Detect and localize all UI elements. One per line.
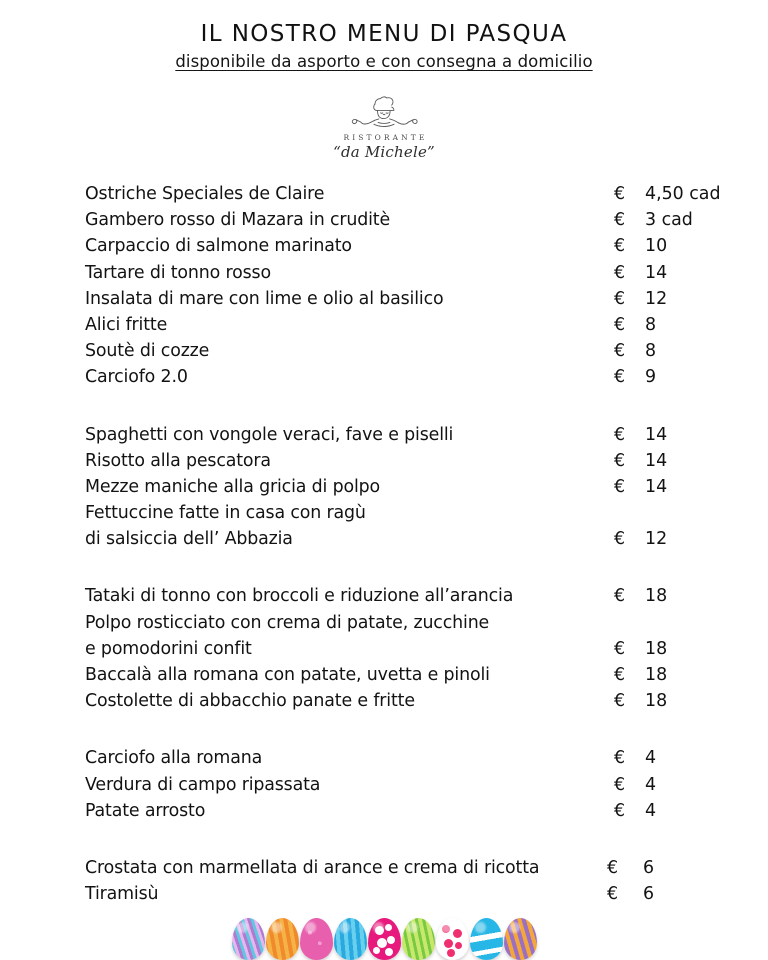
menu-item-price [614,181,721,207]
currency-symbol: € [614,262,626,283]
currency-symbol: € [614,367,626,388]
price-amount: 4 [645,800,657,821]
currency-symbol: € [614,210,626,231]
price-amount: 12 [645,529,668,550]
price-amount: 18 [645,638,668,659]
menu-item-name: Baccalà alla romana con patate, uvetta e pinoli [85,665,490,685]
menu-subtitle: disponibile da asporto e con consegna a domicilio [175,52,593,71]
menu-item-name: Tartare di tonno rosso [85,262,271,283]
menu-item-row [85,338,745,364]
menu-sections [85,181,745,907]
menu-item-name: Polpo rosticciato con crema di patate, zucchine [85,612,490,633]
menu-item-row [85,526,745,552]
menu-item-name: Costolette di abbacchio panate e fritte [85,691,415,712]
menu-section-secondi [85,583,745,714]
menu-item-name: Crostata con marmellata di arance e crema di ricotta [85,857,540,878]
menu-item-price [607,855,673,881]
currency-symbol: € [614,774,626,795]
price-amount: 10 [645,236,668,257]
menu-item-name: Insalata di mare con lime e olio al basilico [85,288,444,309]
menu-item-price [614,338,675,364]
price-amount: 18 [645,691,668,712]
menu-section-antipasti [85,181,745,391]
menu-item-name: Carciofo 2.0 [85,367,188,388]
menu-item-row [85,500,745,526]
currency-symbol: € [614,748,626,769]
menu-item-price [614,745,675,771]
menu-item-row [85,855,745,881]
currency-symbol: € [614,288,626,309]
currency-symbol: € [614,665,626,685]
menu-item-price [614,688,675,714]
menu-item-name: e pomodorini confit [85,638,252,659]
menu-item-name: Carciofo alla romana [85,748,263,769]
menu-item-row [85,422,745,448]
menu-item-row [85,636,745,662]
menu-item-name: Carpaccio di salmone marinato [85,236,352,257]
menu-item-row [85,772,745,798]
price-amount: 8 [645,314,657,335]
menu-item-price [614,448,675,474]
menu-item-price [614,364,675,390]
menu-item-price [614,312,675,338]
menu-section-primi [85,422,745,553]
menu-item-price [614,474,675,500]
pink-textured-egg [300,918,333,960]
price-amount: 6 [643,884,655,905]
price-amount: 14 [645,450,668,471]
purple-teal-striped-egg [232,918,265,960]
menu-item-name: Patate arrosto [85,800,206,821]
menu-item-row [85,364,745,390]
menu-item-name: Ostriche Speciales de Claire [85,184,325,204]
restaurant-logo [0,94,768,161]
price-amount: 12 [645,288,668,309]
orange-purple-striped-egg [504,918,537,960]
menu-item-price [614,286,675,312]
chef-logo-icon [345,94,423,132]
menu-item-row [85,881,745,907]
menu-item-row [85,312,745,338]
price-amount: 18 [645,586,668,607]
menu-item-row [85,610,745,636]
menu-item-name: Gambero rosso di Mazara in cruditè [85,210,391,231]
currency-symbol: € [614,529,626,550]
menu-item-row [85,474,745,500]
menu-section-dolci [85,855,745,907]
currency-symbol: € [614,424,626,445]
menu-item-price [614,207,693,233]
menu-item-price [614,798,675,824]
menu-item-price [614,260,675,286]
menu-item-name: di salsiccia dell’ Abbazia [85,529,293,550]
menu-item-price [607,881,673,907]
currency-symbol: € [614,800,626,821]
orange-striped-egg [266,918,299,960]
menu-item-row [85,260,745,286]
price-amount: 4,50 cad [645,184,721,204]
currency-symbol: € [614,691,626,712]
menu-item-price [614,233,675,259]
easter-eggs-strip [0,916,768,960]
menu-item-price [614,583,675,609]
menu-item-row [85,181,745,207]
menu-item-row [85,207,745,233]
price-amount: 18 [645,665,668,685]
price-amount: 4 [645,774,657,795]
price-amount: 4 [645,748,657,769]
menu-item-name: Alici fritte [85,314,168,335]
menu-item-name: Spaghetti con vongole veraci, fave e piselli [85,424,454,445]
price-amount: 14 [645,262,668,283]
menu-item-name: Tataki di tonno con broccoli e riduzione all’arancia [85,586,514,607]
price-amount: 8 [645,341,657,362]
menu-item-price [614,636,675,662]
menu-item-price [614,422,675,448]
currency-symbol: € [607,884,619,905]
menu-header [0,0,768,71]
price-amount: 14 [645,476,668,497]
menu-item-name: Fettuccine fatte in casa con ragù [85,503,366,524]
currency-symbol: € [614,638,626,659]
logo-ristorante-text: RISTORANTE [343,133,428,142]
menu-item-name: Mezze maniche alla gricia di polpo [85,476,381,497]
menu-item-row [85,233,745,259]
menu-item-price [614,526,675,552]
menu-item-row [85,745,745,771]
price-amount: 3 cad [645,210,693,231]
green-striped-egg [402,918,435,960]
blue-striped-egg [334,918,367,960]
white-heart-egg [436,918,469,960]
currency-symbol: € [614,586,626,607]
currency-symbol: € [614,476,626,497]
menu-item-row [85,798,745,824]
page-title: IL NOSTRO MENU DI PASQUA [200,21,568,47]
menu-section-contorni [85,745,745,824]
currency-symbol: € [614,450,626,471]
menu-item-row [85,688,745,714]
menu-item-row [85,583,745,609]
price-amount: 6 [643,857,655,878]
menu-item-name: Risotto alla pescatora [85,450,271,471]
price-amount: 9 [645,367,657,388]
logo-name-text: “da Michele” [333,143,435,161]
currency-symbol: € [614,236,626,257]
cyan-wave-egg [470,918,503,960]
menu-item-name: Tiramisù [85,884,159,905]
menu-item-name: Verdura di campo ripassata [85,774,321,795]
menu-item-row [85,448,745,474]
currency-symbol: € [614,314,626,335]
menu-item-price [614,662,675,688]
currency-symbol: € [614,184,626,204]
magenta-polka-dot-egg [368,918,401,960]
menu-item-name: Soutè di cozze [85,341,210,362]
currency-symbol: € [614,341,626,362]
menu-item-row [85,662,745,688]
currency-symbol: € [607,857,619,878]
menu-item-row [85,286,745,312]
price-amount: 14 [645,424,668,445]
menu-item-price [614,772,675,798]
